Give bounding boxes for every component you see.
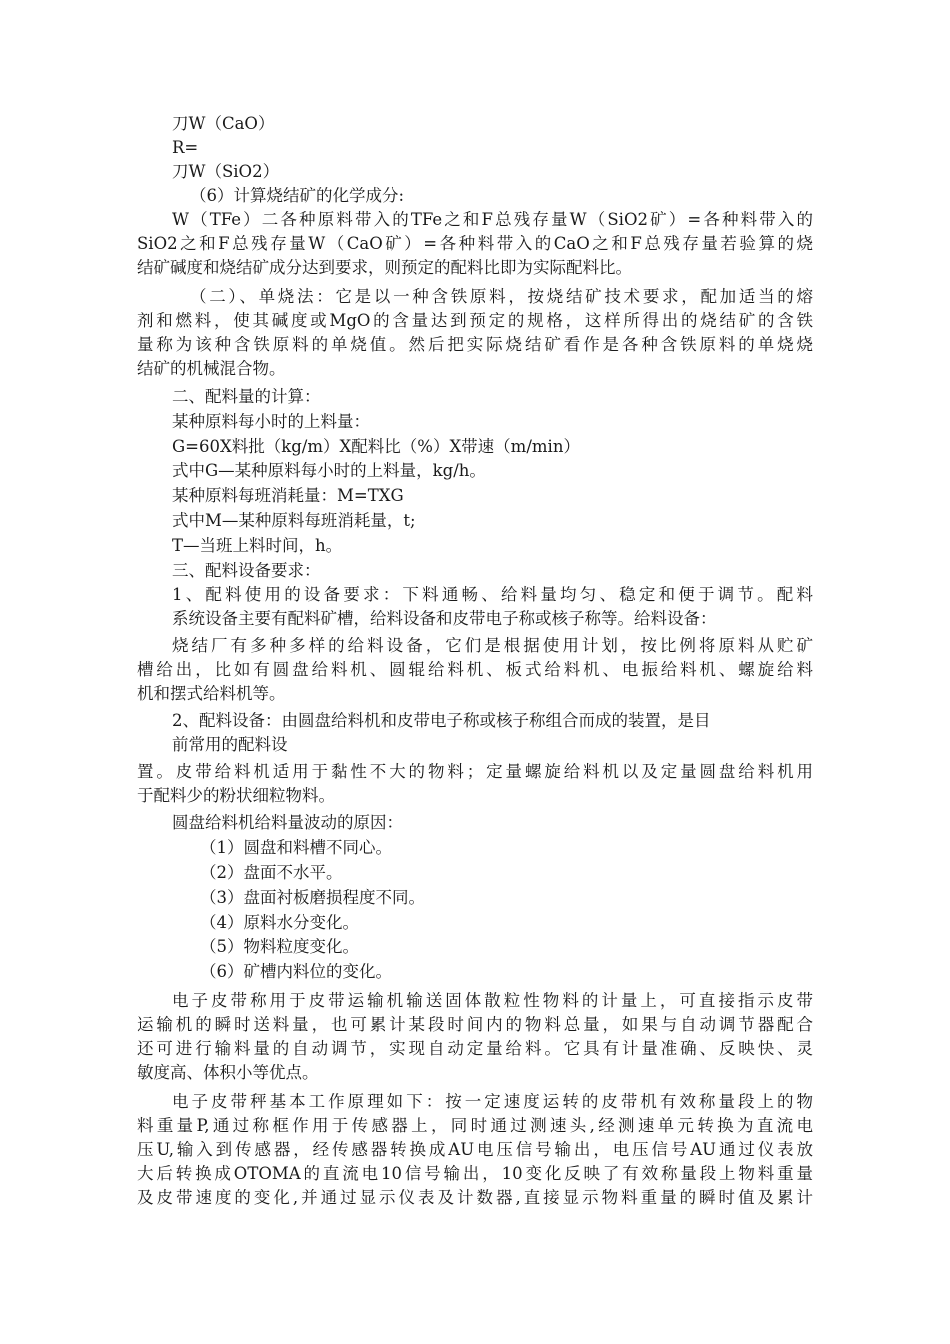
text-line: W（TFe）二各种原料带入的TFe之和F总残存量W（SiO2矿）=各种料带入的 <box>172 210 813 229</box>
list-item: （4）原料水分变化。 <box>200 913 359 932</box>
text-line: 料重量P,通过称框作用于传感器上，同时通过测速头,经测速单元转换为直流电 <box>137 1116 813 1135</box>
text-line: 系统设备主要有配料矿槽，给料设备和皮带电子称或核子称等。给料设备： <box>172 609 717 628</box>
formula-r: R= <box>172 138 199 157</box>
section-heading: 二、配料量的计算： <box>172 387 321 406</box>
text-line: 结矿的机械混合物。 <box>137 359 286 378</box>
text-line: 及皮带速度的变化,并通过显示仪表及计数器,直接显示物料重量的瞬时值及累计 <box>137 1188 813 1207</box>
text-line: 敏度高、体积小等优点。 <box>137 1063 319 1082</box>
text-line: 大后转换成OTOMA的直流电10信号输出，10变化反映了有效称量段上物料重量 <box>137 1164 813 1183</box>
text-line: 式中G—某种原料每小时的上料量，kg/h。 <box>172 461 486 480</box>
text-line: 前常用的配料设 <box>172 735 288 754</box>
text-line: 剂和燃料，使其碱度或MgO的含量达到预定的规格，这样所得出的烧结矿的含铁 <box>137 311 813 330</box>
text-line: 圆盘给料机给料量波动的原因： <box>172 813 403 832</box>
text-line: T—当班上料时间，h。 <box>172 536 343 555</box>
text-line: 于配料少的粉状细粒物料。 <box>137 786 335 805</box>
formula-g: G=60X料批（kg/m）X配料比（%）X带速（m/min） <box>172 437 580 456</box>
text-line: 还可进行输料量的自动调节，实现自动定量给料。它具有计量准确、反映快、灵 <box>137 1039 813 1058</box>
text-line: 烧结厂有多种多样的给料设备，它们是根据使用计划，按比例将原料从贮矿 <box>172 636 813 655</box>
formula-m: 某种原料每班消耗量：M=TXG <box>172 486 404 505</box>
text-line: 电子皮带秤基本工作原理如下：按一定速度运转的皮带机有效称量段上的物 <box>172 1092 813 1111</box>
formula-denominator: 刀W（SiO2） <box>172 162 280 181</box>
list-item: （2）盘面不水平。 <box>200 863 343 882</box>
text-line: 机和摆式给料机等。 <box>137 684 286 703</box>
formula-numerator: 刀W（CaO） <box>172 114 275 133</box>
text-line: 某种原料每小时的上料量： <box>172 412 370 431</box>
text-line: 量称为该种含铁原料的单烧值。然后把实际烧结矿看作是各种含铁原料的单烧烧 <box>137 335 813 354</box>
text-line: 压U,输入到传感器，经传感器转换成AU电压信号输出，电压信号AU通过仪表放 <box>137 1140 813 1159</box>
text-line: 1、配料使用的设备要求：下料通畅、给料量均匀、稳定和便于调节。配料 <box>172 585 813 604</box>
text-line: 2、配料设备：由圆盘给料机和皮带电子称或核子称组合而成的装置，是目 <box>172 711 711 730</box>
list-item: （5）物料粒度变化。 <box>200 937 359 956</box>
text-line: （二）、单烧法：它是以一种含铁原料，按烧结矿技术要求，配加适当的熔 <box>190 287 813 306</box>
list-item: （1）圆盘和料槽不同心。 <box>200 838 392 857</box>
text-line: 槽给出，比如有圆盘给料机、圆辊给料机、板式给料机、电振给料机、螺旋给料 <box>137 660 813 679</box>
text-line: （6）计算烧结矿的化学成分: <box>190 186 405 205</box>
text-line: SiO2之和F总残存量W（CaO矿）=各种料带入的CaO之和F总残存量若验算的烧 <box>137 234 813 253</box>
list-item: （3）盘面衬板磨损程度不同。 <box>200 888 425 907</box>
text-line: 结矿碱度和烧结矿成分达到要求，则预定的配料比即为实际配料比。 <box>137 258 632 277</box>
list-item: （6）矿槽内料位的变化。 <box>200 962 392 981</box>
text-line: 电子皮带称用于皮带运输机输送固体散粒性物料的计量上，可直接指示皮带 <box>172 991 813 1010</box>
text-line: 置。皮带给料机适用于黏性不大的物料；定量螺旋给料机以及定量圆盘给料机用 <box>137 762 813 781</box>
text-line: 运输机的瞬时送料量，也可累计某段时间内的物料总量，如果与自动调节器配合 <box>137 1015 813 1034</box>
section-heading: 三、配料设备要求： <box>172 561 321 580</box>
text-line: 式中M—某种原料每班消耗量，t; <box>172 511 416 530</box>
